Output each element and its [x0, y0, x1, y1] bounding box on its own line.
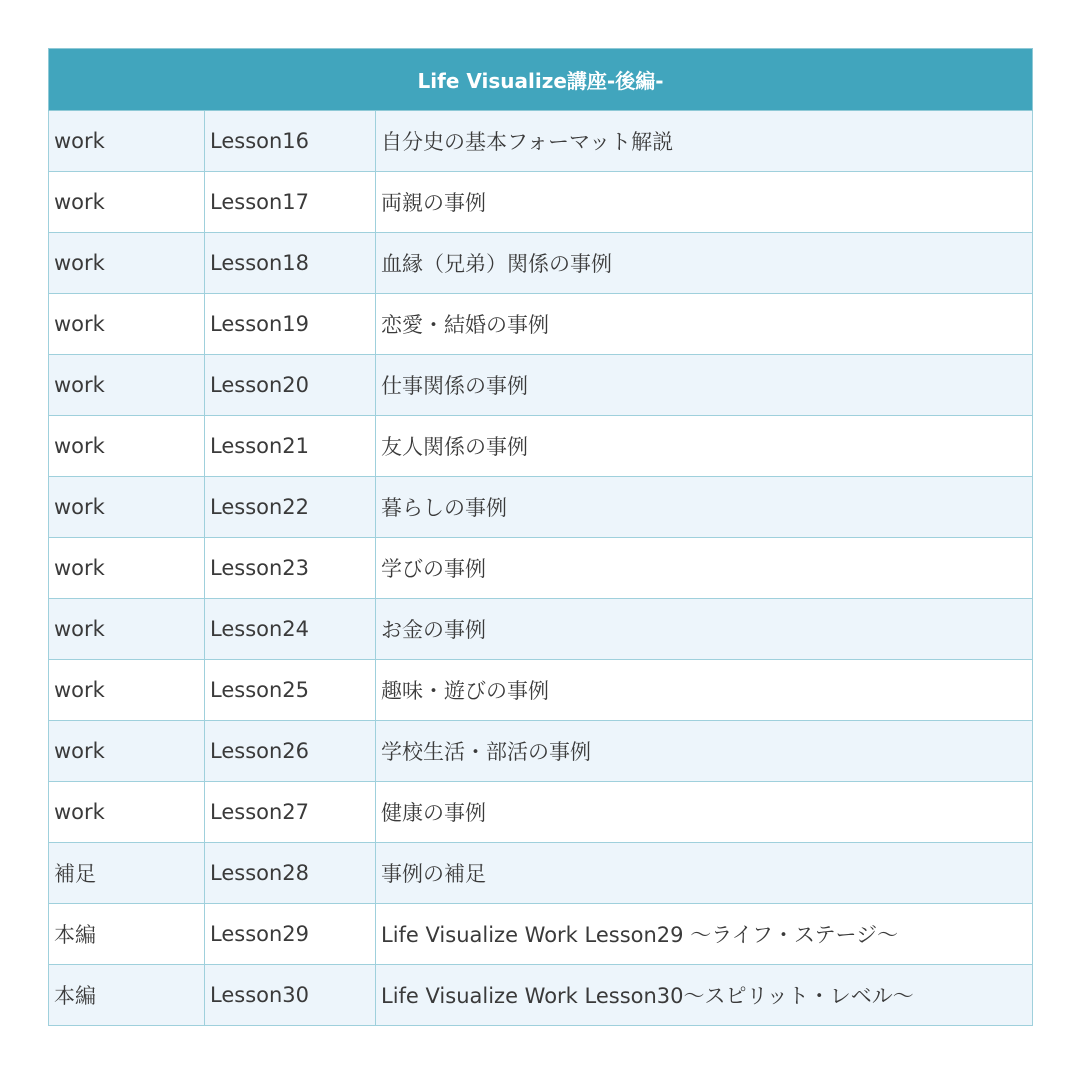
- lesson-number-cell: Lesson29: [205, 904, 376, 965]
- table-row: [49, 416, 1033, 477]
- table-row: [49, 965, 1033, 1026]
- lesson-type-cell: work: [49, 599, 205, 660]
- lesson-title-cell: 仕事関係の事例: [376, 355, 1033, 416]
- lesson-title-cell: 健康の事例: [376, 782, 1033, 843]
- lesson-title-cell: 趣味・遊びの事例: [376, 660, 1033, 721]
- lesson-number-cell: Lesson21: [205, 416, 376, 477]
- lesson-number-cell: Lesson20: [205, 355, 376, 416]
- table-row: [49, 904, 1033, 965]
- lesson-number-cell: Lesson26: [205, 721, 376, 782]
- lesson-type-cell: 本編: [49, 904, 205, 965]
- lesson-number-cell: Lesson28: [205, 843, 376, 904]
- table-title: Life Visualize講座-後編-: [49, 49, 1033, 111]
- lesson-type-cell: work: [49, 477, 205, 538]
- table-row: [49, 782, 1033, 843]
- lesson-type-cell: work: [49, 111, 205, 172]
- course-table: [48, 48, 1033, 1026]
- lesson-type-cell: work: [49, 660, 205, 721]
- table-row: [49, 233, 1033, 294]
- table-row: [49, 355, 1033, 416]
- lesson-number-cell: Lesson24: [205, 599, 376, 660]
- table-row: [49, 721, 1033, 782]
- lesson-number-cell: Lesson19: [205, 294, 376, 355]
- lesson-type-cell: work: [49, 538, 205, 599]
- lesson-title-cell: 血縁（兄弟）関係の事例: [376, 233, 1033, 294]
- lesson-number-cell: Lesson23: [205, 538, 376, 599]
- lesson-title-cell: 両親の事例: [376, 172, 1033, 233]
- lesson-number-cell: Lesson25: [205, 660, 376, 721]
- table-row: [49, 843, 1033, 904]
- lesson-number-cell: Lesson30: [205, 965, 376, 1026]
- lesson-title-cell: 恋愛・結婚の事例: [376, 294, 1033, 355]
- lesson-type-cell: 補足: [49, 843, 205, 904]
- table-row: [49, 538, 1033, 599]
- lesson-title-cell: 友人関係の事例: [376, 416, 1033, 477]
- lesson-number-cell: Lesson17: [205, 172, 376, 233]
- lesson-title-cell: Life Visualize Work Lesson30〜スピリット・レベル〜: [376, 965, 1033, 1026]
- lesson-type-cell: work: [49, 233, 205, 294]
- lesson-type-cell: work: [49, 721, 205, 782]
- lesson-number-cell: Lesson22: [205, 477, 376, 538]
- table-row: [49, 294, 1033, 355]
- lesson-title-cell: お金の事例: [376, 599, 1033, 660]
- lesson-number-cell: Lesson16: [205, 111, 376, 172]
- table-row: [49, 660, 1033, 721]
- lesson-title-cell: Life Visualize Work Lesson29 〜ライフ・ステージ〜: [376, 904, 1033, 965]
- lesson-type-cell: 本編: [49, 965, 205, 1026]
- lesson-title-cell: 学校生活・部活の事例: [376, 721, 1033, 782]
- table-row: [49, 111, 1033, 172]
- lesson-number-cell: Lesson27: [205, 782, 376, 843]
- lesson-title-cell: 自分史の基本フォーマット解説: [376, 111, 1033, 172]
- lesson-title-cell: 事例の補足: [376, 843, 1033, 904]
- lesson-type-cell: work: [49, 355, 205, 416]
- lesson-number-cell: Lesson18: [205, 233, 376, 294]
- table-row: [49, 477, 1033, 538]
- table-row: [49, 172, 1033, 233]
- lesson-type-cell: work: [49, 416, 205, 477]
- lesson-title-cell: 暮らしの事例: [376, 477, 1033, 538]
- lesson-type-cell: work: [49, 294, 205, 355]
- table-row: [49, 599, 1033, 660]
- lesson-title-cell: 学びの事例: [376, 538, 1033, 599]
- table-header-row: [49, 49, 1033, 111]
- lesson-type-cell: work: [49, 172, 205, 233]
- lesson-type-cell: work: [49, 782, 205, 843]
